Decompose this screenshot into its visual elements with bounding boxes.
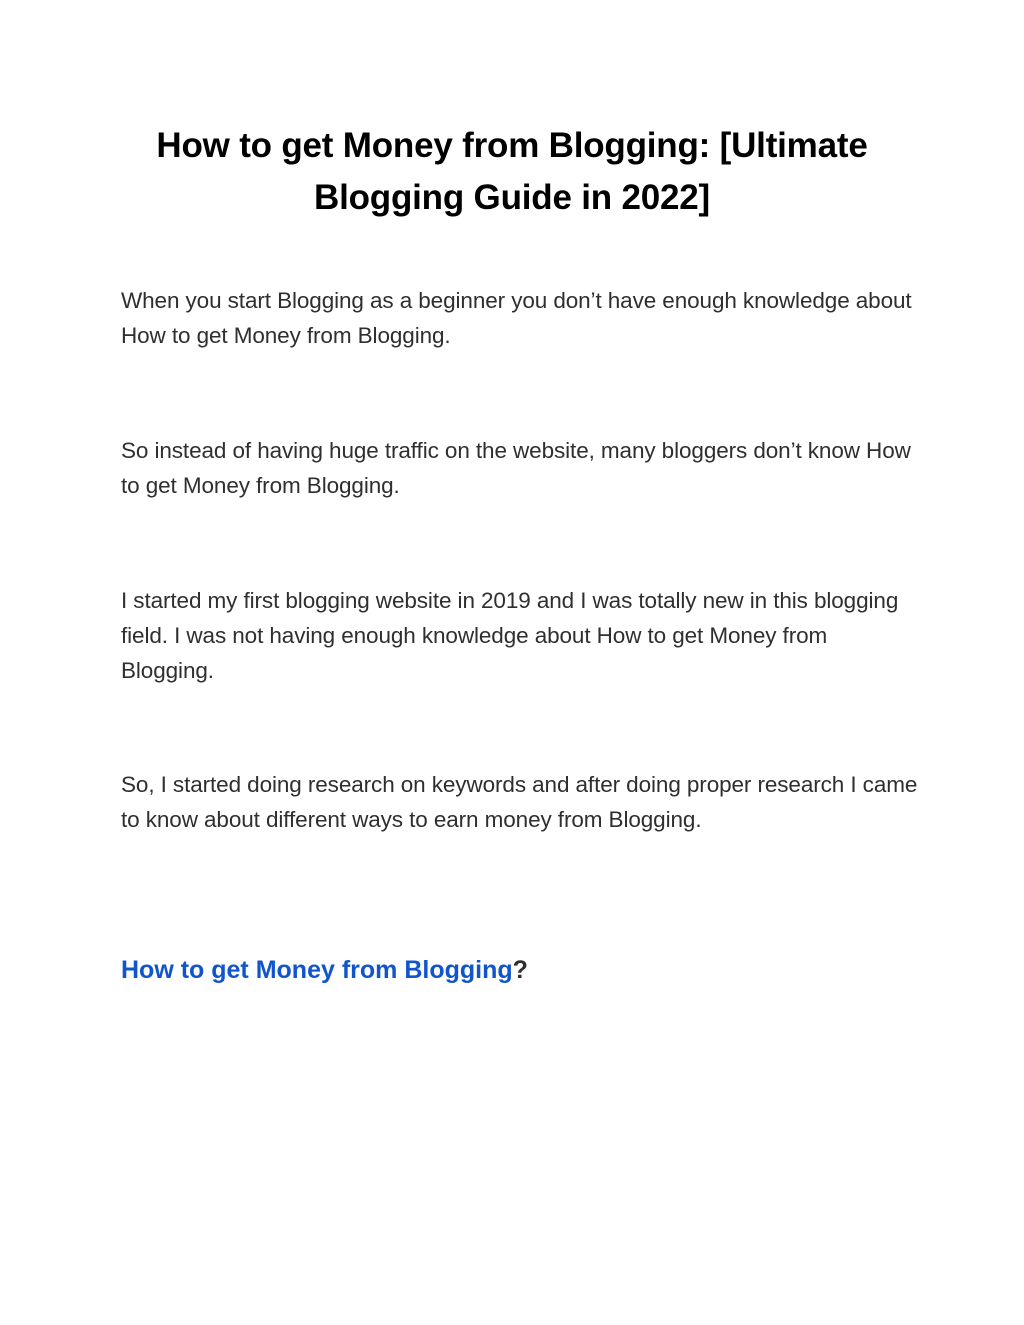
paragraph-intro: When you start Blogging as a beginner you don’t have enough knowledge about How to get Money from Blogging. [121,288,912,348]
paragraph-traffic: So instead of having huge traffic on the website, many bloggers don’t know How to get Money from Blogging. [121,438,911,498]
paragraph-research: So, I started doing research on keywords and after doing proper research I came to know about different ways to earn money from Blogging. [121,772,918,832]
section-heading [121,951,528,989]
paragraph-first-website: I started my first blogging website in 2019 and I was totally new in this blogging field. I was not having enough knowledge about How to get Money from Blogging. [121,588,899,683]
page-title: How to get Money from Blogging: [Ultimate Blogging Guide in 2022] [156,126,868,217]
section-heading-link[interactable]: How to get Money from Blogging [121,956,513,984]
section-heading-suffix: ? [512,956,528,984]
